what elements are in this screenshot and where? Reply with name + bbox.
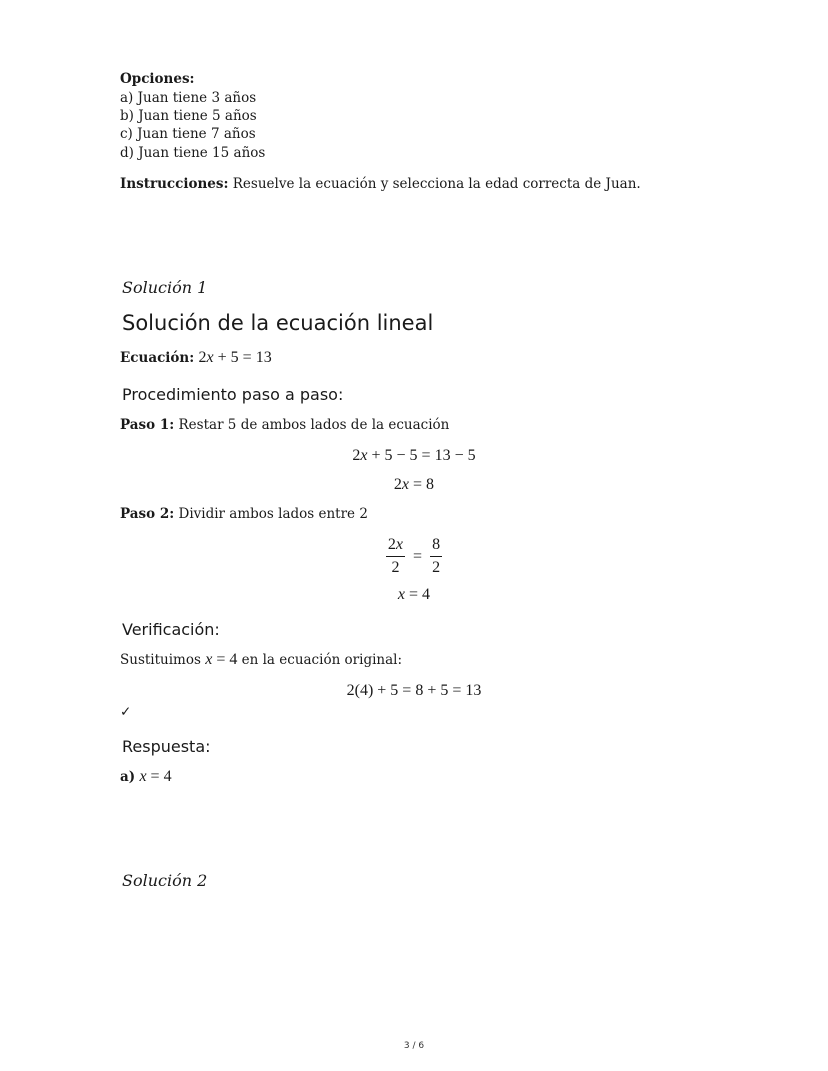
answer-value: x = 4 xyxy=(139,768,172,785)
solution-1-title: Solución 1 xyxy=(122,278,208,297)
option-d: d) Juan tiene 15 años xyxy=(120,145,266,161)
step-1 xyxy=(120,416,449,434)
equation-line xyxy=(120,349,272,367)
step-1-equation-2: 2x = 8 xyxy=(393,476,435,493)
instructions xyxy=(120,175,641,193)
fraction-equals: = xyxy=(413,547,423,565)
procedure-heading: Procedimiento paso a paso: xyxy=(122,385,344,404)
options-heading: Opciones: xyxy=(120,71,195,87)
verification-heading: Verificación: xyxy=(122,620,220,639)
answer-heading: Respuesta: xyxy=(122,737,211,756)
answer-line xyxy=(120,768,172,786)
step-2-label: Paso 2: xyxy=(120,506,175,522)
verification-equation: 2(4) + 5 = 8 + 5 = 13 xyxy=(346,682,482,699)
solution-2-title: Solución 2 xyxy=(122,871,208,890)
instructions-text: Resuelve la ecuación y selecciona la edad correcta de Juan. xyxy=(228,176,641,192)
option-c: c) Juan tiene 7 años xyxy=(120,126,256,142)
equation-label: Ecuación: xyxy=(120,350,195,366)
fraction-left xyxy=(386,536,405,577)
step-2-text: Dividir ambos lados entre 2 xyxy=(174,506,368,522)
step-2-equation-2: x = 4 xyxy=(397,586,431,603)
verification-text-after: en la ecuación original: xyxy=(237,652,403,668)
fraction-left-numerator: 2x xyxy=(387,536,404,553)
fraction-left-denominator: 2 xyxy=(391,559,400,576)
option-a: a) Juan tiene 3 años xyxy=(120,90,257,106)
step-1-equation-1: 2x + 5 − 5 = 13 − 5 xyxy=(352,447,476,464)
answer-label: a) xyxy=(120,769,136,785)
step-1-label: Paso 1: xyxy=(120,417,175,433)
equation-math: 2x + 5 = 13 xyxy=(198,349,272,366)
check-mark: ✓ xyxy=(120,704,132,720)
fraction-right xyxy=(430,536,442,577)
step-2-fraction-equation xyxy=(0,536,828,577)
option-b: b) Juan tiene 5 años xyxy=(120,108,257,124)
fraction-right-numerator: 8 xyxy=(432,536,441,553)
verification-text-before: Sustituimos xyxy=(120,652,206,668)
instructions-label: Instrucciones: xyxy=(120,176,229,192)
verification-text xyxy=(120,651,402,669)
page-number: 3 / 6 xyxy=(403,1041,425,1051)
fraction-right-denominator: 2 xyxy=(432,559,441,576)
solution-1-heading: Solución de la ecuación lineal xyxy=(122,311,434,335)
step-1-text: Restar 5 de ambos lados de la ecuación xyxy=(174,417,450,433)
verification-value: x = 4 xyxy=(205,651,238,668)
step-2 xyxy=(120,505,368,523)
